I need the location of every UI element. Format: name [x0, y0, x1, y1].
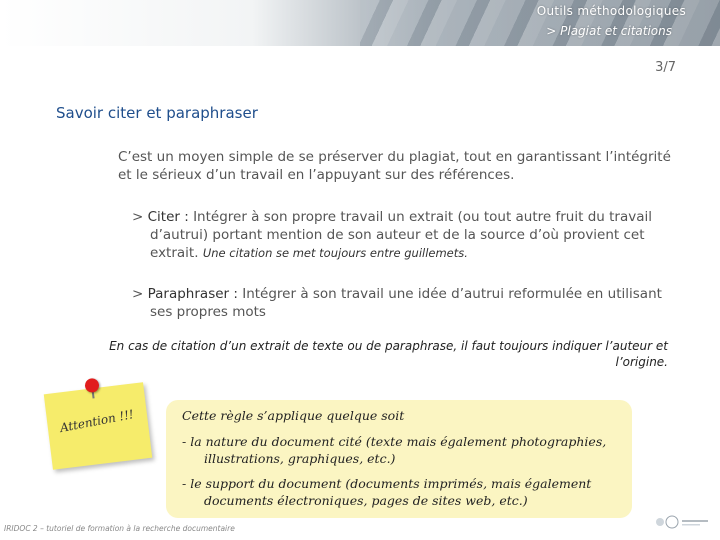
- item-citer: [132, 208, 672, 262]
- item-note: Une citation se met toujours entre guillemets.: [202, 246, 468, 260]
- item-citer-text: [132, 208, 672, 262]
- item-paraphraser-text: [132, 285, 672, 321]
- item-marker: >: [132, 209, 148, 225]
- rule-bullet: - le support du document (documents imprimés, mais également documents électroniques, pages de sites web, etc.): [182, 476, 592, 508]
- section-title: Savoir citer et paraphraser: [56, 104, 258, 122]
- header-banner: [0, 0, 720, 46]
- attention-postit: [44, 382, 153, 470]
- item-paraphraser: [132, 285, 672, 321]
- pushpin-icon: [84, 378, 100, 394]
- rule-box: [166, 400, 632, 518]
- item-term: Paraphraser :: [147, 286, 238, 302]
- footer-text: IRIDOC 2 – tutoriel de formation à la recherche documentaire: [4, 524, 235, 533]
- item-definition: Intégrer à son travail une idée d’autrui reformulée en utilisant ses propres mots: [150, 286, 662, 320]
- header-title: Outils méthodologiques: [536, 4, 686, 18]
- citation-note: En cas de citation d’un extrait de texte ou de paraphrase, il faut toujours indiquer l’auteur et l’origine.: [109, 339, 668, 369]
- postit-text: Attention !!!: [58, 407, 135, 436]
- rule-heading: Cette règle s’applique quelque soit: [182, 408, 405, 423]
- rule-bullet: - la nature du document cité (texte mais également photographies, illustrations, graphiques, etc.): [182, 434, 607, 466]
- header-subtitle: > Plagiat et citations: [546, 24, 672, 38]
- item-marker: >: [132, 286, 148, 302]
- item-definition: Intégrer à son propre travail un extrait (ou tout autre fruit du travail d’autrui) portant mention de son auteur et de la source d’où provient cet extrait.: [150, 209, 652, 261]
- intro-paragraph: C’est un moyen simple de se préserver du plagiat, tout en garantissant l’intégrité et le sérieux d’un travail en l’appuyant sur des références.: [118, 149, 671, 183]
- item-term: Citer :: [147, 209, 189, 225]
- page-counter: 3/7: [655, 60, 676, 75]
- logo-icon: [650, 512, 710, 532]
